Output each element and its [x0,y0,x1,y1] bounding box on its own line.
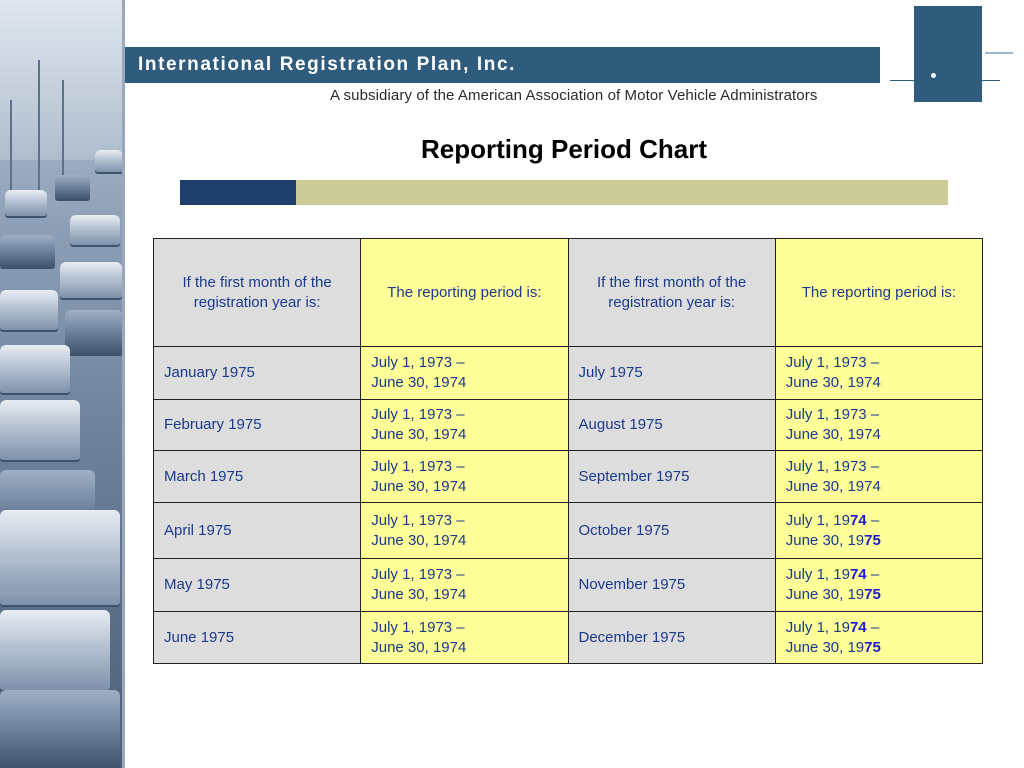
period-cell [775,347,982,400]
period-line: June 30, 1974 [371,586,467,603]
period-line: July 1, 1973 – [371,566,465,583]
period-suffix: – [866,618,880,636]
month-cell: January 1975 [154,347,361,400]
photo-car [0,290,58,330]
period-line: July 1, 1973 – [371,406,465,423]
header-first-month-left: If the first month of the registration year is: [154,239,361,347]
period-cell [775,503,982,559]
photo-car [65,310,123,354]
photo-car [0,345,70,393]
period-cell [361,451,568,503]
table-row [154,347,983,400]
period-highlight: 74 [849,511,867,529]
accent-bar-khaki [296,180,948,205]
period-line: June 30, 1974 [371,531,467,549]
month-cell: March 1975 [154,451,361,503]
logo-square [914,6,982,102]
month-cell: April 1975 [154,503,361,559]
traffic-photo [0,0,125,768]
period-line: June 30, 1974 [371,477,467,495]
period-highlight: 75 [864,531,881,549]
period-highlight: 75 [864,638,881,656]
header-reporting-period-left: The reporting period is: [361,239,568,347]
period-line: June 30, 1974 [371,638,467,656]
period-prefix: June 30, 19 [785,586,865,603]
reporting-period-table [153,238,983,664]
photo-car [5,190,47,216]
photo-car [0,400,80,460]
month-cell: September 1975 [568,451,775,503]
period-cell [775,559,982,612]
period-suffix: – [866,566,880,583]
page-title: Reporting Period Chart [420,134,707,164]
period-line: July 1, 1973 – [371,511,465,529]
period-prefix: July 1, 19 [785,566,850,583]
period-line: June 30, 1974 [785,426,881,443]
table-row [154,559,983,612]
table-header-row [154,239,983,347]
period-suffix: – [866,511,880,529]
month-cell: July 1975 [568,347,775,400]
period-cell [775,451,982,503]
month-cell: December 1975 [568,612,775,664]
month-cell: October 1975 [568,503,775,559]
period-highlight: 74 [849,566,867,583]
organization-name: International Registration Plan, Inc. [138,54,517,75]
period-line: July 1, 1973 – [371,618,465,636]
period-highlight: 74 [849,618,867,636]
period-prefix: July 1, 19 [785,511,850,529]
month-cell: June 1975 [154,612,361,664]
table-row [154,503,983,559]
photo-car [70,215,120,245]
header-first-month-right: If the first month of the registration year is: [568,239,775,347]
period-cell [361,347,568,400]
logo-rule [890,80,1000,81]
period-line: July 1, 1973 – [371,354,465,371]
photo-car [60,262,122,298]
photo-car [0,235,55,267]
photo-car [0,610,110,690]
photo-car [55,175,90,199]
table-row [154,451,983,503]
period-line: July 1, 1973 – [371,457,465,475]
period-prefix: June 30, 19 [785,638,865,656]
header-reporting-period-right: The reporting period is: [775,239,982,347]
period-highlight: 75 [864,586,881,603]
logo-rule-accent [985,52,1013,54]
photo-car [0,690,120,768]
month-cell: May 1975 [154,559,361,612]
month-cell: August 1975 [568,400,775,451]
period-line: June 30, 1974 [371,426,467,443]
subsidiary-text: A subsidiary of the American Association of Motor Vehicle Administrators [330,87,818,104]
period-line: July 1, 1973 – [785,406,880,423]
period-cell [361,559,568,612]
period-line: June 30, 1974 [785,477,881,495]
period-line: July 1, 1973 – [785,354,880,371]
photo-car [0,510,120,605]
logo-dot [931,73,936,78]
period-cell [361,503,568,559]
month-cell: February 1975 [154,400,361,451]
period-line: June 30, 1974 [785,374,881,391]
period-cell [361,612,568,664]
period-line: July 1, 1973 – [785,457,880,475]
table-row [154,612,983,664]
period-cell [775,400,982,451]
period-line: June 30, 1974 [371,374,467,391]
period-prefix: July 1, 19 [785,618,850,636]
photo-edge [122,0,125,768]
period-prefix: June 30, 19 [785,531,865,549]
period-cell [775,612,982,664]
accent-bar-navy [180,180,296,205]
month-cell: November 1975 [568,559,775,612]
table-row [154,400,983,451]
period-cell [361,400,568,451]
